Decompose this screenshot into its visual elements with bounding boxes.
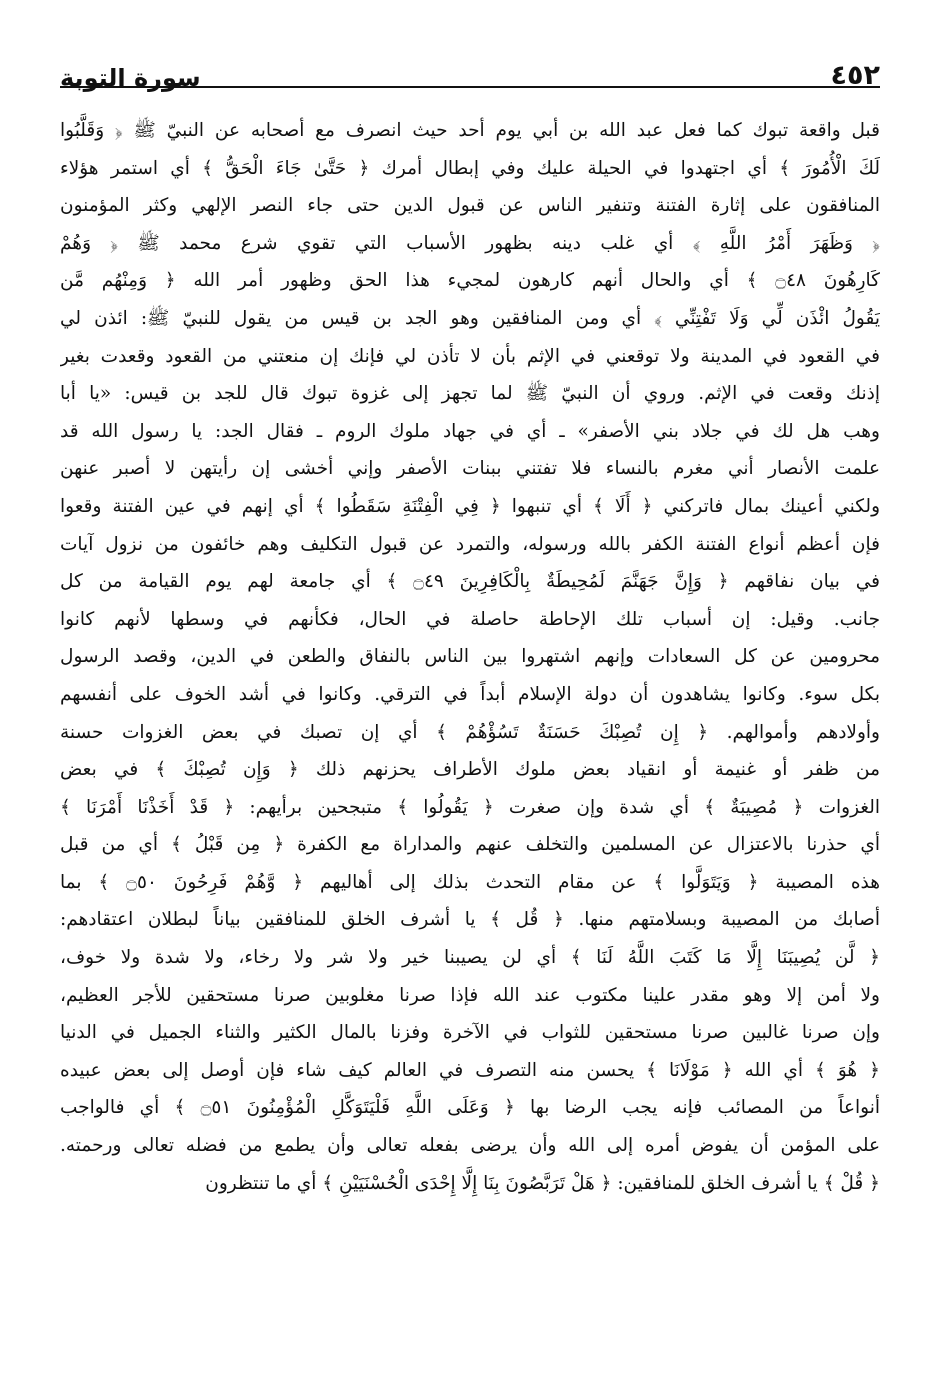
- text-line: وأولادهم وأموالهم. ﴿ إِن تُصِبْكَ حَسَنَةٌ تَسُؤْهُمْ ﴾ أي إن تصبك في بعض الغزوات حسنة: [60, 721, 880, 743]
- text-line: يَقُولُ ائْذَن لِّي وَلَا تَفْتِنِّي ﴾ أي ومن المنافقين وهو الجد بن قيس من يقول للنبيّ ﷺ: ائذن لي: [60, 307, 880, 329]
- text-line: في القعود في المدينة ولا توقعني في الإثم بأن لا تأذن لي فإنك إن منعتني من القعود وقعدت بغير: [60, 345, 880, 367]
- text-line: على المؤمن أن يفوض أمره إلى الله وأن يرضى بفعله تعالى وأن يطمع من فضله تعالى ورحمته.: [60, 1135, 880, 1157]
- text-line: وإن صرنا غالبين صرنا مستحقين للثواب في الآخرة وفزنا بالمال الكثير والثناء الجميل في الدنيا: [60, 1022, 880, 1044]
- text-line: أصابك من المصيبة وبسلامتهم منها. ﴿ قُل ﴾ يا أشرف الخلق للمنافقين بياناً لبطلان اعتقادهم:: [60, 909, 880, 931]
- text-line: علمت الأنصار أني مغرم بالنساء فلا تفتني ببنات الأصفر وإني أخشى إن رأيتهن لا أصبر عنهن: [60, 458, 880, 480]
- text-line: ولكني أعينك بمال فاتركني ﴿ أَلَا ﴾ أي تنبهوا ﴿ فِي الْفِتْنَةِ سَقَطُوا ﴾ أي إنهم في عين الفتنة وقعوا: [60, 495, 880, 517]
- text-line: لَكَ الْأُمُورَ ﴾ أي اجتهدوا في الحيلة عليك وفي إبطال أمرك ﴿ حَتَّىٰ جَاءَ الْحَقُّ ﴾ أي استمر هؤلاء: [60, 157, 880, 179]
- text-line: المنافقون على إثارة الفتنة وتنفير الناس عن قبول الدين حتى جاء النصر الإلهي وكثر المؤمنون: [60, 195, 880, 217]
- text-line: محرومين عن كل السعادات وإنهم اشتهروا بين الناس بالنفاق والطعن في الدين، وقصد الرسول: [60, 646, 880, 668]
- text-line: كَارِهُونَ ۝٤٨ ﴾ أي والحال أنهم كارهون لمجيء هذا الحق وظهور أمر الله ﴿ وَمِنْهُم مَّن: [60, 270, 880, 292]
- text-line: بكل سوء. وكانوا يشاهدون أن دولة الإسلام أبداً في الترقي. وكانوا في أشد الخوف على أنفسهم: [60, 683, 880, 705]
- text-line: ﴿ لَّن يُصِيبَنَا إِلَّا مَا كَتَبَ اللَّهُ لَنَا ﴾ أي لن يصيبنا خير ولا شر ولا رخاء، ولا شدة ولا خوف،: [60, 947, 880, 969]
- text-line: أي حذرنا بالاعتزال عن المسلمين والتخلف عنهم والمداراة مع الكفرة ﴿ مِن قَبْلُ ﴾ أي من قبل: [60, 834, 880, 856]
- text-line: ﴿ قُلْ ﴾ يا أشرف الخلق للمنافقين: ﴿ هَلْ تَرَبَّصُونَ بِنَا إِلَّا إِحْدَى الْحُسْنَيَيْنِ ﴾ أي ما تنتظرون: [205, 1172, 880, 1194]
- text-line: إذنك وقعت في الإثم. وروي أن النبيّ ﷺ لما تجهز إلى غزوة تبوك قال للجد بن قيس: «يا أبا: [60, 383, 880, 405]
- text-line: ولا أمن إلا وهو مقدر علينا مكتوب عند الله فإذا صرنا مغلوبين صرنا مستحقين للأجر العظيم،: [60, 984, 880, 1006]
- text-line: في بيان نفاقهم ﴿ وَإِنَّ جَهَنَّمَ لَمُحِيطَةٌ بِالْكَافِرِينَ ۝٤٩ ﴾ أي جامعة لهم يوم القيامة من كل: [60, 571, 880, 593]
- text-line: ﴿ وَظَهَرَ أَمْرُ اللَّهِ ﴾ أي غلب دينه بظهور الأسباب التي تقوي شرع محمد ﷺ ﴿ وَهُمْ: [60, 232, 880, 254]
- text-line: من ظفر أو غنيمة أو انقياد بعض ملوك الأطراف يحزنهم ذلك ﴿ وَإِن تُصِبْكَ ﴾ في بعض: [60, 759, 880, 781]
- surah-title: سورة التوبة: [60, 64, 201, 92]
- text-line: أنواعاً من المصائب فإنه يجب الرضا بها ﴿ وَعَلَى اللَّهِ فَلْيَتَوَكَّلِ الْمُؤْمِنُونَ ۝٥١ ﴾ أي فالواجب: [60, 1097, 880, 1119]
- header-divider: [60, 86, 880, 88]
- text-line: وهب هل لك في جلاد بني الأصفر» ـ أي في جهاد ملوك الروم ـ فقال الجد: يا رسول الله قد: [60, 420, 880, 442]
- text-line: ﴿ هُوَ ﴾ أي الله ﴿ مَوْلَانَا ﴾ يحسن منه التصرف في العالم كيف شاء فإن أوصل إلى بعض عبيده: [60, 1059, 880, 1081]
- page-header: [60, 58, 880, 98]
- text-line: هذه المصيبة ﴿ وَيَتَوَلَّوا ﴾ عن مقام التحدث بذلك إلى أهاليهم ﴿ وَّهُمْ فَرِحُونَ ۝٥٠ ﴾ بما: [60, 871, 880, 893]
- text-line: فإن أعظم أنواع الفتنة الكفر بالله ورسوله، والتمرد عن قبول التكليف وهم خائفون من نزول آيات: [60, 533, 880, 555]
- text-line: جانب. وقيل: إن أسباب تلك الإحاطة حاصلة في الحال، فكأنهم في وسطها لأنهم كانوا: [60, 608, 880, 630]
- commentary-text: [60, 112, 880, 1362]
- page-number: ٤٥٢: [830, 60, 880, 91]
- text-line: الغزوات ﴿ مُصِيبَةٌ ﴾ أي شدة وإن صغرت ﴿ يَقُولُوا ﴾ متبجحين برأيهم: ﴿ قَدْ أَخَذْنَا أَمْرَنَا ﴾: [60, 796, 880, 818]
- text-line: قبل واقعة تبوك كما فعل عبد الله بن أبي يوم أحد حيث انصرف مع أصحابه عن النبيّ ﷺ ﴿ وَقَلَّبُوا: [60, 120, 880, 141]
